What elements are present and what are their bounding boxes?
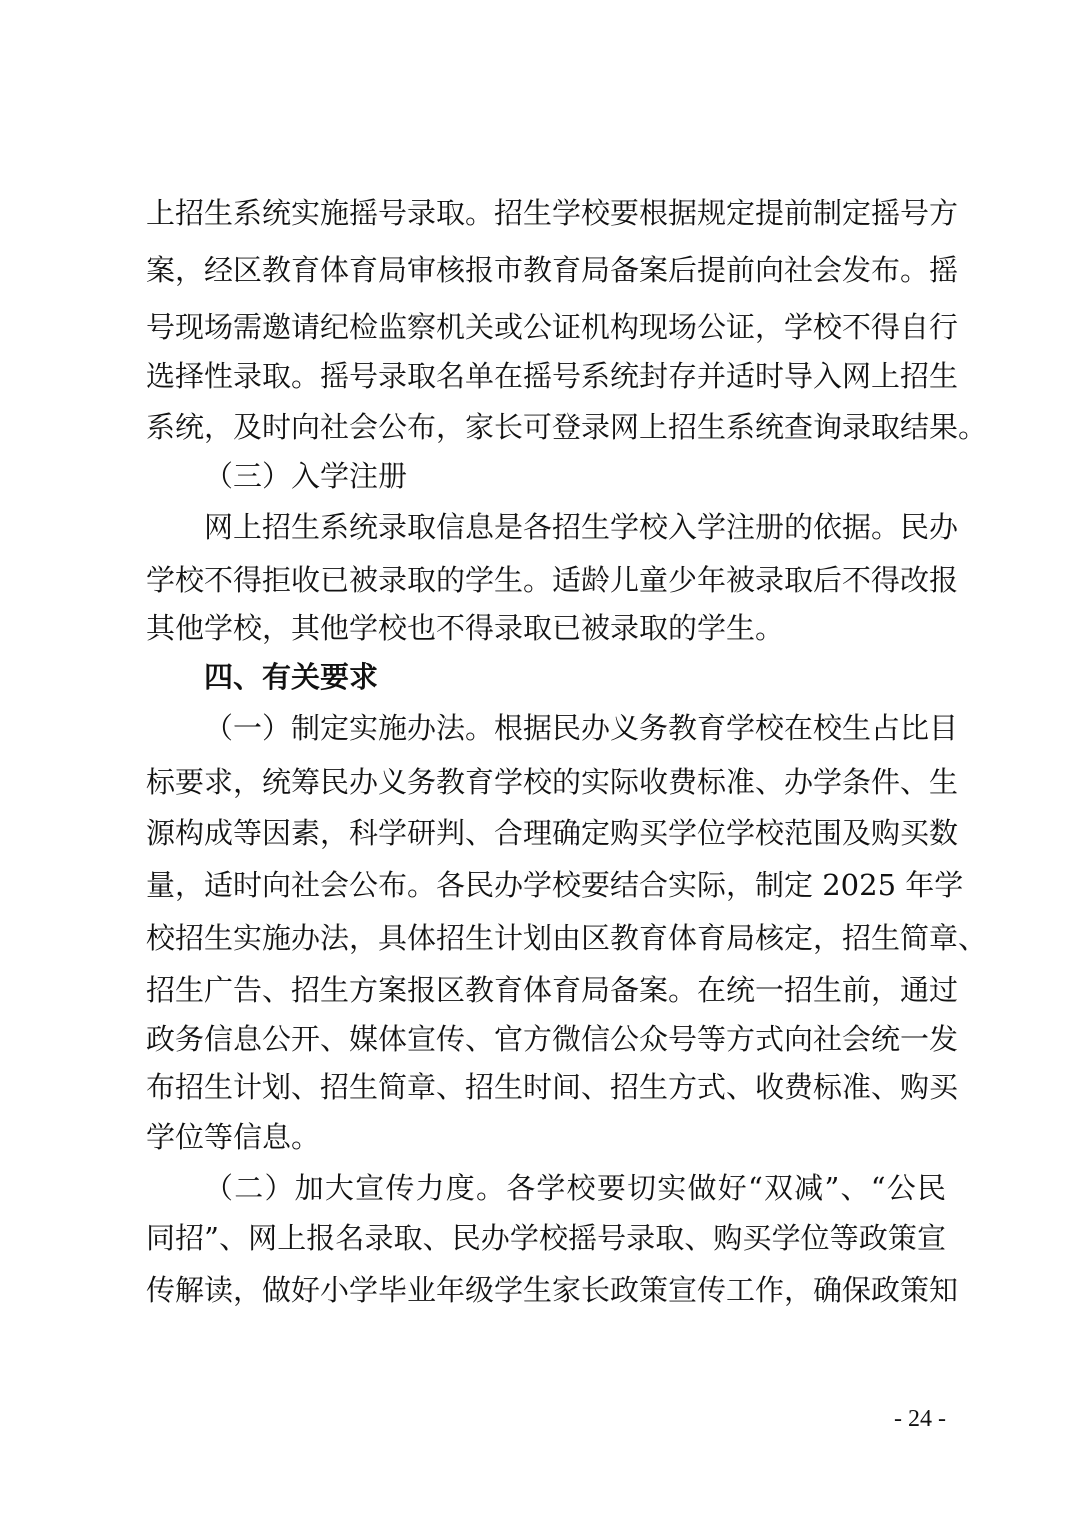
body-text-line: 学校不得拒收已被录取的学生。适龄儿童少年被录取后不得改报 [146,563,959,597]
page-number: - 24 - [894,1406,946,1432]
body-text-line: 量，适时向社会公布。各民办学校要结合实际，制定 2025 年学 [146,868,964,902]
body-text-line: （一）制定实施办法。根据民办义务教育学校在校生占比目 [204,711,959,745]
body-text-line: 上招生系统实施摇号录取。招生学校要根据规定提前制定摇号方 [146,196,959,230]
body-text-line: 其他学校，其他学校也不得录取已被录取的学生。 [146,611,785,645]
body-text-line: 布招生计划、招生简章、招生时间、招生方式、收费标准、购买 [146,1070,959,1104]
chapter-heading: 四、有关要求 [204,660,379,694]
body-text-line: 政务信息公开、媒体宣传、官方微信公众号等方式向社会统一发 [146,1022,959,1056]
body-text-line: 同招”、网上报名录取、民办学校摇号录取、购买学位等政策宣 [146,1221,946,1255]
body-text-line: （二）加大宣传力度。各学校要切实做好“双减”、“公民 [204,1171,946,1205]
body-text-line: 传解读，做好小学毕业年级学生家长政策宣传工作，确保政策知 [146,1273,959,1307]
body-text-line: 案，经区教育体育局审核报市教育局备案后提前向社会发布。摇 [146,253,959,287]
body-text-line: 选择性录取。摇号录取名单在摇号系统封存并适时导入网上招生 [146,359,959,393]
body-text-line: 学位等信息。 [146,1120,321,1154]
body-text-line: 招生广告、招生方案报区教育体育局备案。在统一招生前，通过 [146,973,959,1007]
body-text-line: 标要求，统筹民办义务教育学校的实际收费标准、办学条件、生 [146,765,959,799]
body-text-line: 号现场需邀请纪检监察机关或公证机构现场公证，学校不得自行 [146,310,959,344]
section-heading: （三）入学注册 [204,459,408,493]
body-text-line: 网上招生系统录取信息是各招生学校入学注册的依据。民办 [204,510,959,544]
body-text-line: 源构成等因素，科学研判、合理确定购买学位学校范围及购买数 [146,816,959,850]
body-text-line: 校招生实施办法，具体招生计划由区教育体育局核定，招生简章、 [146,921,988,955]
body-text-line: 系统，及时向社会公布，家长可登录网上招生系统查询录取结果。 [146,410,988,444]
